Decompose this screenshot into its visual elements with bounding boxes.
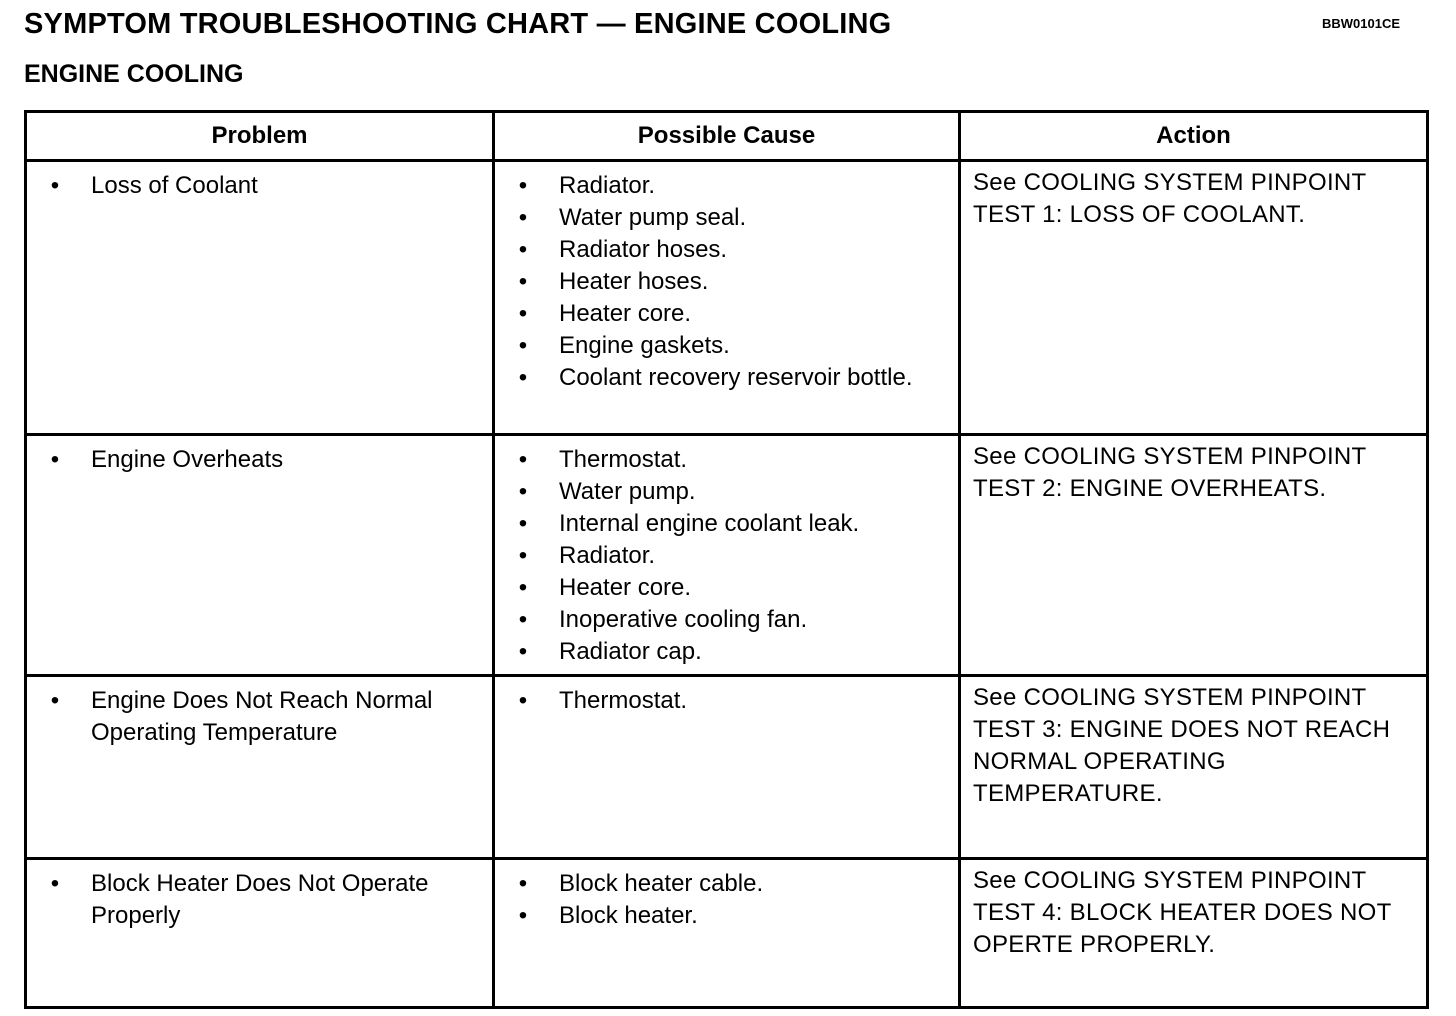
cause-text: Block heater.	[559, 902, 698, 929]
bullet: •	[518, 902, 528, 929]
bullet: •	[518, 574, 528, 601]
problem-text: Engine Overheats	[91, 446, 284, 473]
possible-cause-cell	[494, 859, 960, 1008]
action-cell	[960, 859, 1428, 1008]
bullet: •	[50, 870, 60, 897]
bullet: •	[518, 364, 528, 391]
list-item	[507, 685, 948, 717]
bullet: •	[518, 510, 528, 537]
list-item	[507, 234, 948, 266]
bullet: •	[518, 542, 528, 569]
list-item	[507, 868, 948, 900]
troubleshooting-table	[24, 110, 1429, 1009]
bullet: •	[518, 332, 528, 359]
action-cell	[960, 435, 1428, 676]
column-header-action: Action	[960, 112, 1428, 161]
list-item	[507, 330, 948, 362]
bullet: •	[518, 300, 528, 327]
cause-text: Radiator.	[559, 172, 656, 199]
cause-text: Thermostat.	[559, 446, 688, 473]
cause-text: Engine gaskets.	[559, 332, 730, 359]
bullet: •	[518, 478, 528, 505]
problem-cell	[26, 676, 494, 859]
action-text: See COOLING SYSTEM PINPOINT TEST 1: LOSS OF COOLANT.	[973, 169, 1367, 228]
list-item	[507, 202, 948, 234]
bullet: •	[518, 268, 528, 295]
cause-text: Water pump.	[559, 478, 696, 505]
list-item	[507, 476, 948, 508]
table-row	[26, 435, 1428, 676]
problem-text: Block Heater Does Not Operate Properly	[91, 870, 429, 929]
cause-text: Water pump seal.	[559, 204, 747, 231]
action-cell	[960, 676, 1428, 859]
bullet: •	[50, 687, 60, 714]
list-item	[507, 540, 948, 572]
list-item	[39, 868, 482, 932]
bullet: •	[50, 446, 60, 473]
problem-cell	[26, 859, 494, 1008]
cause-text: Heater core.	[559, 574, 692, 601]
cause-text: Inoperative cooling fan.	[559, 606, 808, 633]
action-cell	[960, 161, 1428, 435]
problem-cell	[26, 161, 494, 435]
bullet: •	[518, 638, 528, 665]
section-title: ENGINE COOLING	[24, 60, 244, 88]
cause-text: Radiator cap.	[559, 638, 702, 665]
possible-cause-cell	[494, 161, 960, 435]
bullet: •	[518, 172, 528, 199]
column-header-problem: Problem	[26, 112, 494, 161]
cause-text: Coolant recovery reservoir bottle.	[559, 364, 913, 391]
list-item	[39, 685, 482, 749]
table-row	[26, 676, 1428, 859]
column-header-possible-cause: Possible Cause	[494, 112, 960, 161]
cause-text: Radiator.	[559, 542, 656, 569]
list-item	[507, 572, 948, 604]
list-item	[507, 170, 948, 202]
action-text: See COOLING SYSTEM PINPOINT TEST 2: ENGINE OVERHEATS.	[973, 443, 1367, 502]
list-item	[507, 266, 948, 298]
list-item	[507, 900, 948, 932]
possible-cause-cell	[494, 676, 960, 859]
list-item	[39, 444, 482, 476]
bullet: •	[518, 446, 528, 473]
table-row	[26, 859, 1428, 1008]
cause-text: Heater hoses.	[559, 268, 709, 295]
cause-text: Thermostat.	[559, 687, 688, 714]
list-item	[507, 636, 948, 668]
bullet: •	[518, 204, 528, 231]
list-item	[507, 362, 948, 394]
page-title: SYMPTOM TROUBLESHOOTING CHART — ENGINE COOLING	[24, 8, 892, 40]
bullet: •	[518, 687, 528, 714]
problem-text: Engine Does Not Reach Normal Operating Temperature	[91, 687, 433, 746]
list-item	[507, 508, 948, 540]
cause-text: Radiator hoses.	[559, 236, 728, 263]
cause-text: Heater core.	[559, 300, 692, 327]
table-header-row	[26, 112, 1428, 161]
bullet: •	[50, 172, 60, 199]
action-text: See COOLING SYSTEM PINPOINT TEST 3: ENGINE DOES NOT REACH NORMAL OPERATING TEMPERATURE.	[973, 684, 1391, 807]
problem-text: Loss of Coolant	[91, 172, 258, 199]
cause-text: Internal engine coolant leak.	[559, 510, 860, 537]
action-text: See COOLING SYSTEM PINPOINT TEST 4: BLOCK HEATER DOES NOT OPERTE PROPERLY.	[973, 867, 1392, 958]
list-item	[39, 170, 482, 202]
problem-cell	[26, 435, 494, 676]
bullet: •	[518, 606, 528, 633]
list-item	[507, 604, 948, 636]
list-item	[507, 444, 948, 476]
possible-cause-cell	[494, 435, 960, 676]
list-item	[507, 298, 948, 330]
table-row	[26, 161, 1428, 435]
document-code: BBW0101CE	[1322, 16, 1401, 31]
bullet: •	[518, 236, 528, 263]
cause-text: Block heater cable.	[559, 870, 764, 897]
bullet: •	[518, 870, 528, 897]
